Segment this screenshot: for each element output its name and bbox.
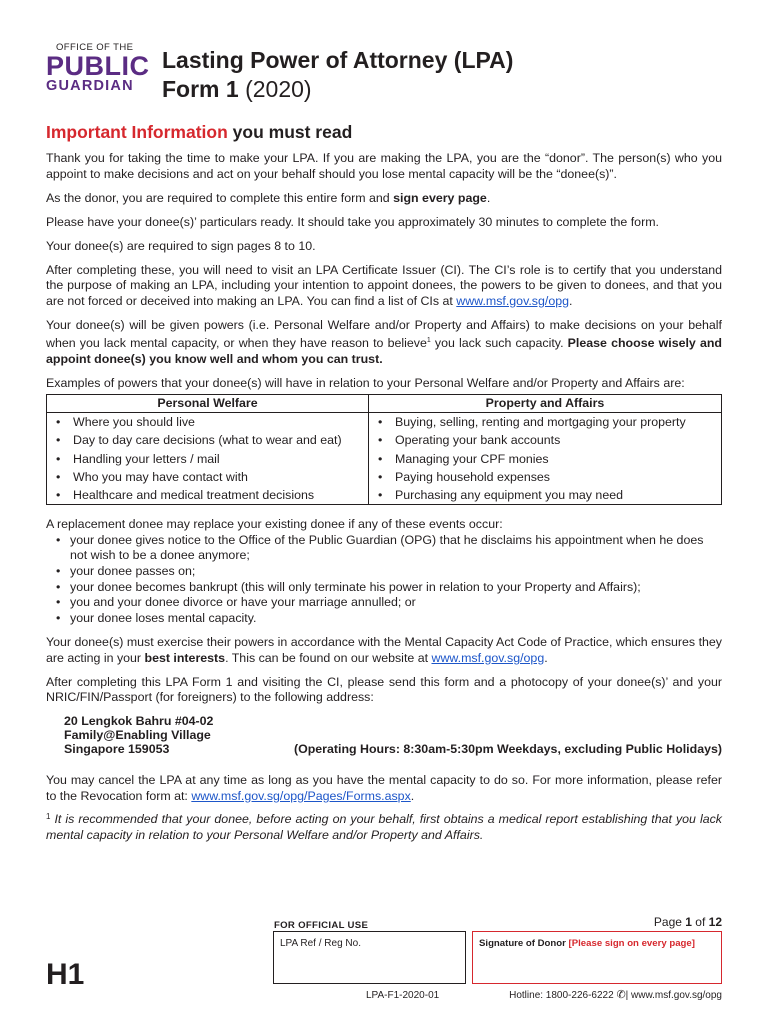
form-title-line2	[162, 75, 513, 104]
address-line-1: 20 Lengkok Bahru #04-02	[64, 714, 214, 729]
practice-text-2: . This can be found on our website at	[225, 650, 432, 665]
form-title-line1: Lasting Power of Attorney (LPA)	[162, 47, 514, 73]
footnote-mark: 1	[46, 812, 51, 822]
form-code: H1	[46, 958, 85, 991]
logo-office-text: OFFICE OF THE	[56, 42, 134, 53]
property-affairs-header: Property and Affairs	[369, 394, 722, 413]
personal-welfare-cell	[47, 413, 369, 505]
powers-text-2: you lack such capacity.	[430, 336, 568, 351]
powers-paragraph	[46, 318, 722, 368]
personal-welfare-list	[47, 413, 368, 504]
examples-paragraph: Examples of powers that your donee(s) will have in relation to your Personal Welfare and/or Property and Affairs are:	[46, 376, 685, 390]
address-lines	[64, 714, 213, 757]
practice-period: .	[544, 650, 548, 665]
footnote-text: It is recommended that your donee, before acting on your behalf, first obtains a medical report establishing that you lack mental capacity in relation to your Personal Welfare and/or Property and Affairs.	[46, 812, 722, 842]
replacement-events-list	[46, 533, 722, 627]
page-of: of	[691, 915, 709, 929]
footnote	[46, 812, 722, 843]
list-item: • Purchasing any equipment you may need	[369, 486, 721, 504]
revocation-form-link[interactable]: www.msf.gov.sg/opg/Pages/Forms.aspx	[191, 788, 411, 803]
list-item: • your donee passes on;	[46, 564, 722, 580]
page-prefix: Page	[653, 915, 686, 929]
list-item: • Operating your bank accounts	[369, 431, 721, 449]
cancel-paragraph	[46, 773, 722, 804]
sign-text: As the donor, you are required to complete this entire form and	[46, 190, 394, 205]
list-item: • Healthcare and medical treatment decisions	[47, 486, 368, 504]
powers-table-row	[47, 413, 722, 505]
signature-label: Signature of Donor	[479, 938, 569, 949]
list-item: • your donee gives notice to the Office of the Public Guardian (OPG) that he disclaims his appointment when he does not wish to be a donee anymore;	[46, 533, 722, 564]
personal-welfare-header: Personal Welfare	[47, 394, 369, 413]
particulars-paragraph: Please have your donee(s)’ particulars ready. It should take you approximately 30 minutes to complete the form.	[46, 214, 659, 229]
official-use-label: FOR OFFICIAL USE	[274, 920, 369, 931]
lpa-ref-label: LPA Ref / Reg No.	[280, 938, 361, 949]
code-of-practice-link[interactable]: www.msf.gov.sg/opg	[431, 650, 545, 665]
address-line-2: Family@Enabling Village	[64, 728, 211, 743]
form-id: LPA-F1-2020-01	[366, 990, 440, 1001]
property-affairs-list	[369, 413, 721, 504]
list-item: • Where you should live	[47, 413, 368, 431]
replacement-intro: A replacement donee may replace your existing donee if any of these events occur:	[46, 517, 503, 532]
property-affairs-cell	[369, 413, 722, 505]
donor-signature-field[interactable]	[472, 931, 722, 984]
list-item: • your donee loses mental capacity.	[46, 611, 722, 627]
list-item: • Who you may have contact with	[47, 468, 368, 486]
powers-table	[46, 394, 722, 506]
sign-every-page-bold: sign every page	[393, 190, 487, 205]
opg-logo	[46, 42, 150, 94]
lpa-ref-field[interactable]	[273, 931, 466, 984]
phone-icon: ✆	[616, 989, 626, 1001]
cancel-period: .	[410, 788, 415, 803]
list-item: • Buying, selling, renting and mortgaging your property	[369, 413, 721, 431]
cancel-text: You may cancel the LPA at any time as long as you have the mental capacity to do so. For more information, please refer to the Revocation form at:	[46, 773, 722, 803]
form-number: Form 1	[162, 76, 239, 102]
main-content	[46, 151, 722, 852]
ci-paragraph	[46, 263, 722, 310]
important-heading-red: Important Information	[46, 122, 228, 142]
list-item: • Paying household expenses	[369, 468, 721, 486]
form-title	[162, 46, 513, 104]
donee-sign-paragraph: Your donee(s) are required to sign pages 8 to 10.	[46, 238, 316, 253]
practice-paragraph	[46, 635, 722, 666]
hotline	[509, 988, 722, 1004]
choose-wisely-bold: Please choose wisely and appoint donee(s) you know well and whom you can trust.	[46, 336, 722, 367]
footer-website: | www.msf.gov.sg/opg	[625, 990, 722, 1001]
ci-text: After completing these, you will need to visit an LPA Certificate Issuer (CI). The CI’s role is to certify that you understand the purpose of making an LPA, including your intention to appoint donees, the powers to be given to donees, and that you are not forced or deceived into making an LPA. You can find a list of CIs at	[46, 262, 722, 308]
logo-public-text: PUBLIC	[46, 51, 150, 81]
address-line-3: Singapore 159053	[64, 742, 170, 757]
page-current: 1	[685, 915, 692, 929]
operating-hours: (Operating Hours: 8:30am-5:30pm Weekdays, excluding Public Holidays)	[293, 742, 722, 757]
powers-text: Your donee(s) will be given powers (i.e. Personal Welfare and/or Property and Affairs) to make decisions on your behalf when you lack mental capacity, or when they have reason to believe	[46, 317, 722, 351]
page-total: 12	[708, 915, 722, 929]
powers-table-header-row	[47, 394, 722, 413]
important-heading	[46, 122, 352, 142]
best-interests-bold: best interests	[144, 650, 226, 665]
list-item: • you and your donee divorce or have your marriage annulled; or	[46, 595, 722, 611]
page-number	[654, 915, 722, 931]
sign-paragraph	[46, 191, 722, 207]
ci-list-link[interactable]: www.msf.gov.sg/opg	[456, 293, 569, 308]
list-item: • Handling your letters / mail	[47, 450, 368, 468]
intro-paragraph: Thank you for taking the time to make your LPA. If you are making the LPA, you are the “donor”. The person(s) who you appoint to make decisions and act on your behalf should you lose mental capacity will be the “donee(s)”.	[46, 151, 722, 181]
signature-note: [Please sign on every page]	[568, 938, 695, 949]
form-year: (2020)	[238, 76, 312, 102]
list-item: • your donee becomes bankrupt (this will only terminate his power in relation to your Property and Affairs);	[46, 580, 722, 596]
logo-guardian-text: GUARDIAN	[46, 78, 134, 94]
after-paragraph: After completing this LPA Form 1 and visiting the CI, please send this form and a photocopy of your donee(s)’ and your NRIC/FIN/Passport (for foreigners) to the following address:	[46, 674, 722, 705]
important-heading-rest: you must read	[227, 122, 353, 142]
sign-period: .	[486, 190, 491, 205]
list-item: • Managing your CPF monies	[369, 450, 721, 468]
ci-period: .	[569, 293, 573, 308]
list-item: • Day to day care decisions (what to wear and eat)	[47, 431, 368, 449]
hotline-number: Hotline: 1800-226-6222	[509, 990, 617, 1001]
mailing-address	[46, 714, 722, 761]
practice-text: Your donee(s) must exercise their powers in accordance with the Mental Capacity Act Code of Practice, which ensures they are acting in your	[46, 635, 722, 665]
footnote-ref: 1	[426, 337, 431, 345]
